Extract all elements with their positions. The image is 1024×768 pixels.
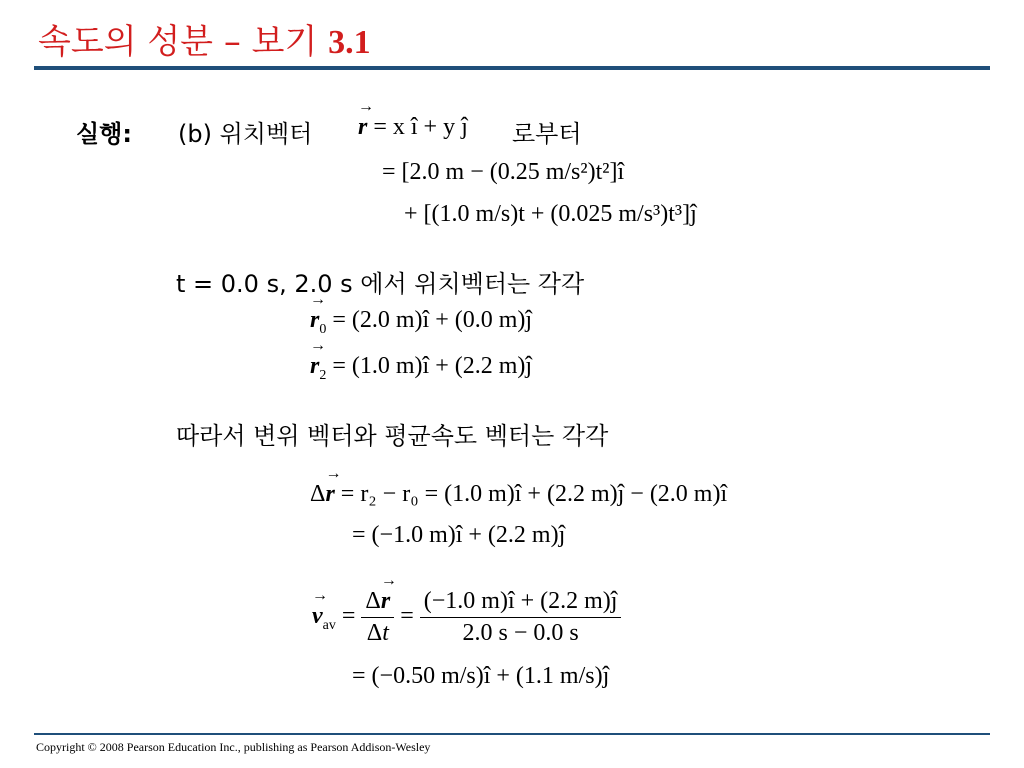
slide-title [38, 14, 371, 63]
eq-r2-rhs: = (1.0 m)î + (2.2 m)ĵ [332, 353, 533, 379]
fraction-delta-r-over-delta-t: $\frac{\Delta\to r}{\Delta t}$ [361, 588, 394, 647]
from-text: 로부터 [512, 120, 582, 148]
copyright-text: Copyright © 2008 Pearson Education Inc., publishing as Pearson Addison-Wesley [36, 740, 431, 754]
eq-r0: → $r_0 = (2.0$ m)î + (0.0 m)ĵ [310, 307, 532, 338]
eq-position-x-component: = [2.0 m − (0.25 m/s²)t²]î [382, 159, 625, 185]
eq-displacement: Δ→ r = r₂ − r₀ = (1.0 m)î + (2.2 m)ĵ − (2.0 m)î [310, 481, 727, 508]
eq-vav-denominator: 2.0 s − 0.0 s [462, 620, 579, 646]
part-b-line [178, 114, 312, 149]
r2-vector-symbol: → r [310, 353, 319, 380]
part-b-label: (b) 위치벡터 [178, 120, 313, 148]
eq-average-velocity: → $v_{av}$ = $\frac{\Delta\to r}{\Delta t}$ = $\frac{(-1.0 m)î + (2.2 m)ĵ}{2.0 s - 0.0 s}$ [312, 588, 621, 647]
eq-position-y-component: + [(1.0 m/s)t + (0.025 m/s³)t³]ĵ [404, 201, 697, 227]
delta-r-vector-symbol: → r [325, 481, 334, 508]
step-label: 실행: [76, 120, 132, 148]
eq-r0-rhs: = (2.0 m)î + (0.0 m)ĵ [332, 307, 533, 333]
footer-divider [34, 733, 990, 735]
fraction-average-velocity [420, 588, 622, 647]
delta-r-vector-symbol-2: → r [381, 588, 390, 615]
eq-position-definition-rhs: = x î + y ĵ [373, 114, 468, 140]
eq-displacement-result: = (−1.0 m)î + (2.2 m)ĵ [352, 522, 566, 548]
times-sentence-text: t = 0.0 s, 2.0 s 에서 위치벡터는 각각 [176, 270, 585, 298]
r-vector-symbol: → r [358, 114, 367, 141]
eq-r2: → $r_2 = (1.0$ m)î + (2.2 m)ĵ [310, 353, 532, 384]
v-vector-symbol: → v [312, 603, 323, 630]
eq-vav-numerator: (−1.0 m)î + (2.2 m)ĵ [420, 588, 622, 618]
times-sentence [176, 264, 584, 299]
title-divider [34, 66, 990, 70]
slide-title-text: 속도의 성분 – 보기 [38, 22, 329, 62]
therefore-sentence: 따라서 변위 벡터와 평균속도 벡터는 각각 [176, 422, 609, 450]
eq-displacement-rhs: = r₂ − r₀ = (1.0 m)î + (2.2 m)ĵ − (2.0 m)î [340, 481, 728, 507]
eq-average-velocity-result: = (−0.50 m/s)î + (1.1 m/s)ĵ [352, 663, 610, 689]
r0-vector-symbol: → r [310, 307, 319, 334]
slide-title-number: 3.1 [328, 24, 371, 61]
eq-position-definition [358, 114, 468, 141]
